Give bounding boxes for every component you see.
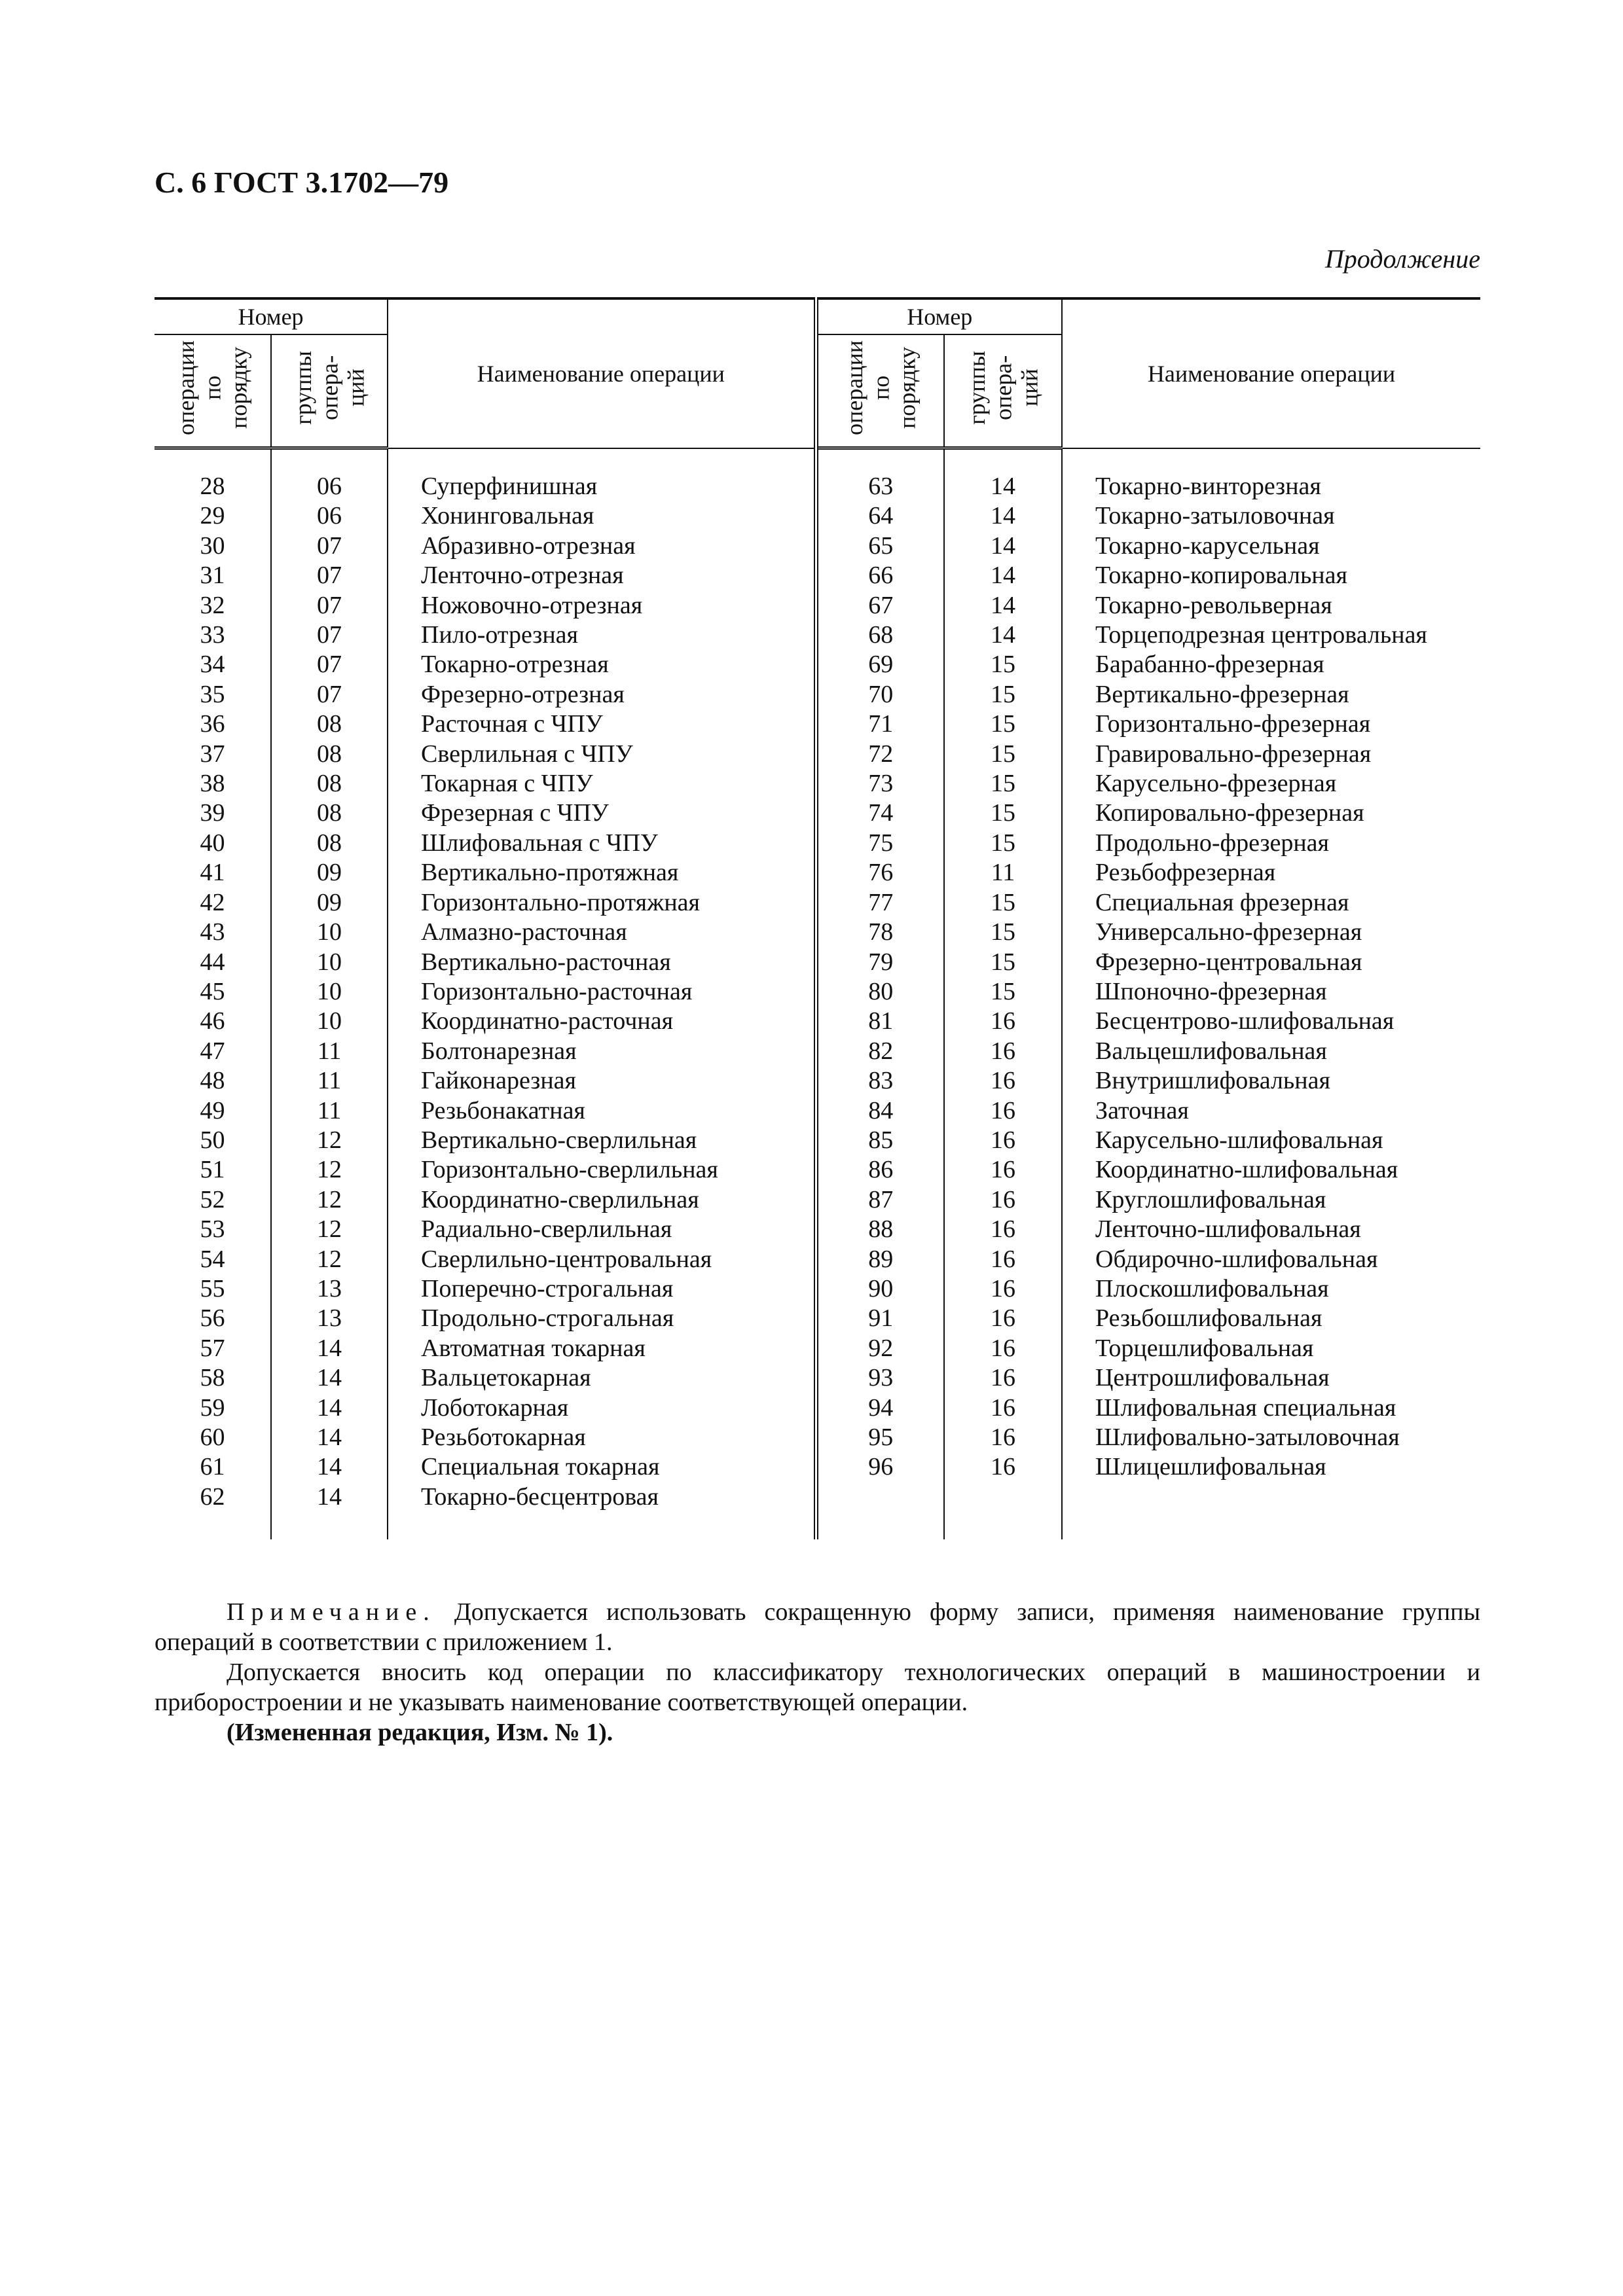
op-name: Продольно-фрезерная bbox=[1062, 829, 1480, 858]
op-name: Внутришлифовальная bbox=[1062, 1066, 1480, 1096]
op-name: Шлицешлифовальная bbox=[1062, 1452, 1480, 1482]
group-number: 16 bbox=[944, 1155, 1062, 1185]
op-number: 85 bbox=[816, 1126, 944, 1155]
op-number: 28 bbox=[200, 473, 225, 500]
op-name: Обдирочно-шлифовальная bbox=[1062, 1245, 1480, 1274]
op-name: Фрезерно-центровальная bbox=[1062, 948, 1480, 977]
op-name: Пило-отрезная bbox=[388, 620, 816, 650]
table-row bbox=[155, 798, 1480, 828]
group-number: 15 bbox=[944, 740, 1062, 769]
table-row bbox=[155, 1007, 1480, 1036]
table-row bbox=[155, 1185, 1480, 1215]
table-row bbox=[155, 1245, 1480, 1274]
group-number: 13 bbox=[271, 1274, 388, 1304]
table-row bbox=[155, 709, 1480, 739]
op-name: Заточная bbox=[1062, 1096, 1480, 1126]
op-number: 45 bbox=[200, 977, 225, 1005]
op-name: Токарно-копировальная bbox=[1062, 561, 1480, 590]
op-name: Вальцетокарная bbox=[388, 1363, 816, 1393]
table-row bbox=[155, 1423, 1480, 1452]
op-number: 87 bbox=[816, 1185, 944, 1215]
op-name: Шлифовальная специальная bbox=[1062, 1393, 1480, 1423]
group-number: 16 bbox=[944, 1126, 1062, 1155]
op-number: 56 bbox=[200, 1304, 225, 1333]
op-group-header-left: группы опера- ций bbox=[271, 334, 388, 448]
note-text-1: Допускается использовать сокращенную форму записи, применяя наименование группы операций в соответствии с приложением 1. bbox=[155, 1598, 1480, 1656]
op-number: 93 bbox=[816, 1363, 944, 1393]
op-number: 35 bbox=[200, 680, 225, 708]
op-number: 75 bbox=[816, 829, 944, 858]
op-name: Карусельно-фрезерная bbox=[1062, 769, 1480, 798]
group-number: 16 bbox=[944, 1334, 1062, 1363]
table-row bbox=[155, 1363, 1480, 1393]
group-number: 16 bbox=[944, 1393, 1062, 1423]
op-number: 88 bbox=[816, 1215, 944, 1244]
group-number: 14 bbox=[271, 1363, 388, 1393]
name-header-left: Наименование операции bbox=[388, 298, 816, 448]
group-number: 10 bbox=[271, 977, 388, 1007]
op-name: Специальная фрезерная bbox=[1062, 888, 1480, 918]
group-number: 09 bbox=[271, 888, 388, 918]
op-name: Токарно-револьверная bbox=[1062, 591, 1480, 620]
group-number: 16 bbox=[944, 1423, 1062, 1452]
group-number: 07 bbox=[271, 680, 388, 709]
op-number: 74 bbox=[816, 798, 944, 828]
op-number: 43 bbox=[200, 918, 225, 946]
table-row bbox=[155, 561, 1480, 590]
group-number: 16 bbox=[944, 1274, 1062, 1304]
operations-table bbox=[155, 297, 1480, 1539]
op-number: 44 bbox=[200, 948, 225, 976]
table-row bbox=[155, 918, 1480, 947]
table-row bbox=[155, 591, 1480, 620]
group-number: 16 bbox=[944, 1452, 1062, 1482]
op-number: 62 bbox=[200, 1482, 225, 1511]
group-number: 16 bbox=[944, 1037, 1062, 1066]
group-number: 14 bbox=[271, 1452, 388, 1482]
op-number: 73 bbox=[816, 769, 944, 798]
op-number: 39 bbox=[200, 799, 225, 827]
op-number: 29 bbox=[200, 502, 225, 530]
group-number: 14 bbox=[944, 561, 1062, 590]
op-name: Специальная токарная bbox=[388, 1452, 816, 1482]
group-number: 15 bbox=[944, 888, 1062, 918]
group-number: 07 bbox=[271, 531, 388, 561]
op-name: Бесцентрово-шлифовальная bbox=[1062, 1007, 1480, 1036]
op-number: 58 bbox=[200, 1364, 225, 1392]
op-name: Абразивно-отрезная bbox=[388, 531, 816, 561]
op-number: 47 bbox=[200, 1037, 225, 1065]
op-name: Ножовочно-отрезная bbox=[388, 591, 816, 620]
op-name: Резьбонакатная bbox=[388, 1096, 816, 1126]
op-number: 68 bbox=[816, 620, 944, 650]
table-row bbox=[155, 1126, 1480, 1155]
table-row bbox=[155, 1066, 1480, 1096]
table-row bbox=[155, 858, 1480, 888]
op-number: 92 bbox=[816, 1334, 944, 1363]
op-number: 60 bbox=[200, 1424, 225, 1451]
op-number: 77 bbox=[816, 888, 944, 918]
group-number: 16 bbox=[944, 1066, 1062, 1096]
group-number: 11 bbox=[271, 1096, 388, 1126]
note-paragraph-1 bbox=[155, 1597, 1480, 1657]
op-order-header-right: операции по порядку bbox=[816, 334, 944, 448]
op-number: 95 bbox=[816, 1423, 944, 1452]
group-number: 13 bbox=[271, 1304, 388, 1333]
op-number: 34 bbox=[200, 651, 225, 679]
op-number: 33 bbox=[200, 621, 225, 649]
group-number: 15 bbox=[944, 948, 1062, 977]
table-row bbox=[155, 1037, 1480, 1066]
op-name: Горизонтально-сверлильная bbox=[388, 1155, 816, 1185]
op-number: 71 bbox=[816, 709, 944, 739]
op-number: 50 bbox=[200, 1126, 225, 1154]
table-row bbox=[155, 472, 1480, 501]
table-row bbox=[155, 680, 1480, 709]
op-number: 59 bbox=[200, 1393, 225, 1422]
op-name: Карусельно-шлифовальная bbox=[1062, 1126, 1480, 1155]
table-row bbox=[155, 769, 1480, 798]
op-number: 80 bbox=[816, 977, 944, 1007]
op-number: 84 bbox=[816, 1096, 944, 1126]
op-number: 37 bbox=[200, 740, 225, 768]
group-number: 12 bbox=[271, 1245, 388, 1274]
group-number: 12 bbox=[271, 1185, 388, 1215]
table-row bbox=[155, 1304, 1480, 1333]
op-name: Токарная с ЧПУ bbox=[388, 769, 816, 798]
group-number: 12 bbox=[271, 1126, 388, 1155]
op-number: 78 bbox=[816, 918, 944, 947]
group-number: 16 bbox=[944, 1185, 1062, 1215]
op-number: 70 bbox=[816, 680, 944, 709]
op-name: Координатно-шлифовальная bbox=[1062, 1155, 1480, 1185]
group-number: 10 bbox=[271, 948, 388, 977]
group-number: 14 bbox=[944, 591, 1062, 620]
group-number: 11 bbox=[271, 1037, 388, 1066]
group-number: 07 bbox=[271, 591, 388, 620]
op-name: Вертикально-протяжная bbox=[388, 858, 816, 888]
op-name: Гравировально-фрезерная bbox=[1062, 740, 1480, 769]
op-number: 38 bbox=[200, 770, 225, 798]
continuation-label: Продолжение bbox=[1324, 244, 1480, 274]
group-number: 15 bbox=[944, 918, 1062, 947]
op-number: 72 bbox=[816, 740, 944, 769]
table-row bbox=[155, 620, 1480, 650]
op-number: 65 bbox=[816, 531, 944, 561]
note-label: Примечание. bbox=[227, 1598, 436, 1626]
amendment-note: (Измененная редакция, Изм. № 1). bbox=[227, 1719, 613, 1746]
op-number: 67 bbox=[816, 591, 944, 620]
op-name: Токарно-винторезная bbox=[1062, 472, 1480, 501]
op-order-header-left: операции по порядку bbox=[155, 334, 271, 448]
op-name: Радиально-сверлильная bbox=[388, 1215, 816, 1244]
group-number: 14 bbox=[944, 620, 1062, 650]
op-name: Суперфинишная bbox=[388, 472, 816, 501]
group-number: 14 bbox=[944, 472, 1062, 501]
table-row bbox=[155, 1274, 1480, 1304]
op-number: 69 bbox=[816, 650, 944, 679]
group-number: 08 bbox=[271, 740, 388, 769]
op-number: 83 bbox=[816, 1066, 944, 1096]
op-name: Болтонарезная bbox=[388, 1037, 816, 1066]
op-number: 61 bbox=[200, 1453, 225, 1481]
note-paragraph-2: Допускается вносить код операции по классификатору технологических операций в машиностроении и приборостроении и не указывать наименование соответствующей операции. bbox=[155, 1659, 1480, 1716]
group-number: 15 bbox=[944, 769, 1062, 798]
op-name: Расточная с ЧПУ bbox=[388, 709, 816, 739]
table-row bbox=[155, 1452, 1480, 1482]
table-row bbox=[155, 829, 1480, 858]
op-name: Торцешлифовальная bbox=[1062, 1334, 1480, 1363]
group-number: 12 bbox=[271, 1215, 388, 1244]
op-name: Резьботокарная bbox=[388, 1423, 816, 1452]
number-group-header-right: Номер bbox=[816, 298, 1062, 334]
op-name: Фрезерная с ЧПУ bbox=[388, 798, 816, 828]
op-name: Резьбофрезерная bbox=[1062, 858, 1480, 888]
group-number: 08 bbox=[271, 709, 388, 739]
group-number: 07 bbox=[271, 620, 388, 650]
group-number: 15 bbox=[944, 709, 1062, 739]
op-number: 79 bbox=[816, 948, 944, 977]
op-name: Шлифовально-затыловочная bbox=[1062, 1423, 1480, 1452]
group-number: 14 bbox=[271, 1334, 388, 1363]
group-number: 14 bbox=[271, 1482, 388, 1512]
op-name: Токарно-карусельная bbox=[1062, 531, 1480, 561]
op-number: 82 bbox=[816, 1037, 944, 1066]
group-number: 16 bbox=[944, 1304, 1062, 1333]
op-number: 52 bbox=[200, 1185, 225, 1213]
op-name: Автоматная токарная bbox=[388, 1334, 816, 1363]
table-row bbox=[155, 1482, 1480, 1512]
group-number: 14 bbox=[944, 531, 1062, 561]
table-row bbox=[155, 1096, 1480, 1126]
op-number: 96 bbox=[816, 1452, 944, 1482]
group-number: 11 bbox=[944, 858, 1062, 888]
group-number: 15 bbox=[944, 650, 1062, 679]
op-name: Вальцешлифовальная bbox=[1062, 1037, 1480, 1066]
op-name: Токарно-бесцентровая bbox=[388, 1482, 816, 1512]
op-name: Поперечно-строгальная bbox=[388, 1274, 816, 1304]
op-name: Алмазно-расточная bbox=[388, 918, 816, 947]
table-row bbox=[155, 1215, 1480, 1244]
op-name: Фрезерно-отрезная bbox=[388, 680, 816, 709]
op-name: Хонинговальная bbox=[388, 501, 816, 531]
op-number: 91 bbox=[816, 1304, 944, 1333]
op-number: 53 bbox=[200, 1215, 225, 1244]
op-number: 64 bbox=[816, 501, 944, 531]
op-group-header-right: группы опера- ций bbox=[944, 334, 1062, 448]
group-number: 09 bbox=[271, 858, 388, 888]
op-number: 89 bbox=[816, 1245, 944, 1274]
table-row bbox=[155, 531, 1480, 561]
name-header-right: Наименование операции bbox=[1062, 298, 1480, 448]
group-number: 08 bbox=[271, 769, 388, 798]
op-number: 49 bbox=[200, 1096, 225, 1124]
op-number: 55 bbox=[200, 1274, 225, 1302]
op-name: Вертикально-фрезерная bbox=[1062, 680, 1480, 709]
op-name: Вертикально-расточная bbox=[388, 948, 816, 977]
group-number: 16 bbox=[944, 1215, 1062, 1244]
op-name: Сверлильно-центровальная bbox=[388, 1245, 816, 1274]
group-number: 16 bbox=[944, 1245, 1062, 1274]
op-name: Круглошлифовальная bbox=[1062, 1185, 1480, 1215]
group-number: 16 bbox=[944, 1096, 1062, 1126]
op-name: Копировально-фрезерная bbox=[1062, 798, 1480, 828]
op-name: Шпоночно-фрезерная bbox=[1062, 977, 1480, 1007]
op-name: Вертикально-сверлильная bbox=[388, 1126, 816, 1155]
group-number: 15 bbox=[944, 680, 1062, 709]
group-number: 06 bbox=[271, 501, 388, 531]
op-name: Сверлильная с ЧПУ bbox=[388, 740, 816, 769]
group-number: 11 bbox=[271, 1066, 388, 1096]
number-group-header-left: Номер bbox=[155, 298, 388, 334]
group-number: 07 bbox=[271, 650, 388, 679]
table-row bbox=[155, 650, 1480, 679]
op-name: Горизонтально-расточная bbox=[388, 977, 816, 1007]
group-number: 16 bbox=[944, 1007, 1062, 1036]
op-name: Координатно-расточная bbox=[388, 1007, 816, 1036]
op-number: 63 bbox=[816, 472, 944, 501]
table-row bbox=[155, 948, 1480, 977]
table-row bbox=[155, 740, 1480, 769]
group-number: 14 bbox=[271, 1423, 388, 1452]
group-number: 14 bbox=[271, 1393, 388, 1423]
op-name: Гайконарезная bbox=[388, 1066, 816, 1096]
op-name: Горизонтально-фрезерная bbox=[1062, 709, 1480, 739]
op-number: 54 bbox=[200, 1245, 225, 1273]
table-row bbox=[155, 1155, 1480, 1185]
op-name: Универсально-фрезерная bbox=[1062, 918, 1480, 947]
op-number: 41 bbox=[200, 859, 225, 887]
op-number: 81 bbox=[816, 1007, 944, 1036]
op-number: 46 bbox=[200, 1007, 225, 1035]
op-name: Токарно-отрезная bbox=[388, 650, 816, 679]
group-number: 08 bbox=[271, 829, 388, 858]
op-name: Лоботокарная bbox=[388, 1393, 816, 1423]
group-number: 07 bbox=[271, 561, 388, 590]
op-name: Ленточно-отрезная bbox=[388, 561, 816, 590]
op-name: Шлифовальная с ЧПУ bbox=[388, 829, 816, 858]
group-number: 06 bbox=[271, 472, 388, 501]
op-name: Ленточно-шлифовальная bbox=[1062, 1215, 1480, 1244]
op-number: 76 bbox=[816, 858, 944, 888]
op-number: 57 bbox=[200, 1334, 225, 1362]
op-name: Плоскошлифовальная bbox=[1062, 1274, 1480, 1304]
group-number: 14 bbox=[944, 501, 1062, 531]
op-number: 31 bbox=[200, 562, 225, 590]
op-number: 86 bbox=[816, 1155, 944, 1185]
table-row bbox=[155, 977, 1480, 1007]
table-row bbox=[155, 1393, 1480, 1423]
op-name: Барабанно-фрезерная bbox=[1062, 650, 1480, 679]
op-name: Продольно-строгальная bbox=[388, 1304, 816, 1333]
page-header: С. 6 ГОСТ 3.1702—79 bbox=[155, 166, 449, 199]
table-row bbox=[155, 888, 1480, 918]
op-name: Токарно-затыловочная bbox=[1062, 501, 1480, 531]
group-number: 15 bbox=[944, 829, 1062, 858]
op-name: Центрошлифовальная bbox=[1062, 1363, 1480, 1393]
op-name: Координатно-сверлильная bbox=[388, 1185, 816, 1215]
op-number: 94 bbox=[816, 1393, 944, 1423]
table-row bbox=[155, 1334, 1480, 1363]
notes bbox=[155, 1597, 1480, 1748]
op-number: 36 bbox=[200, 710, 225, 738]
op-number: 90 bbox=[816, 1274, 944, 1304]
op-number: 42 bbox=[200, 888, 225, 916]
op-name: Резьбошлифовальная bbox=[1062, 1304, 1480, 1333]
op-number: 66 bbox=[816, 561, 944, 590]
op-number: 51 bbox=[200, 1156, 225, 1184]
group-number: 10 bbox=[271, 1007, 388, 1036]
op-number: 30 bbox=[200, 531, 225, 560]
op-name: Торцеподрезная центровальная bbox=[1062, 620, 1480, 650]
op-number: 48 bbox=[200, 1067, 225, 1095]
group-number: 15 bbox=[944, 798, 1062, 828]
table-row bbox=[155, 501, 1480, 531]
op-number: 40 bbox=[200, 829, 225, 857]
group-number: 12 bbox=[271, 1155, 388, 1185]
group-number: 08 bbox=[271, 798, 388, 828]
op-name: Горизонтально-протяжная bbox=[388, 888, 816, 918]
group-number: 16 bbox=[944, 1363, 1062, 1393]
op-number: 32 bbox=[200, 591, 225, 619]
group-number: 10 bbox=[271, 918, 388, 947]
group-number: 15 bbox=[944, 977, 1062, 1007]
